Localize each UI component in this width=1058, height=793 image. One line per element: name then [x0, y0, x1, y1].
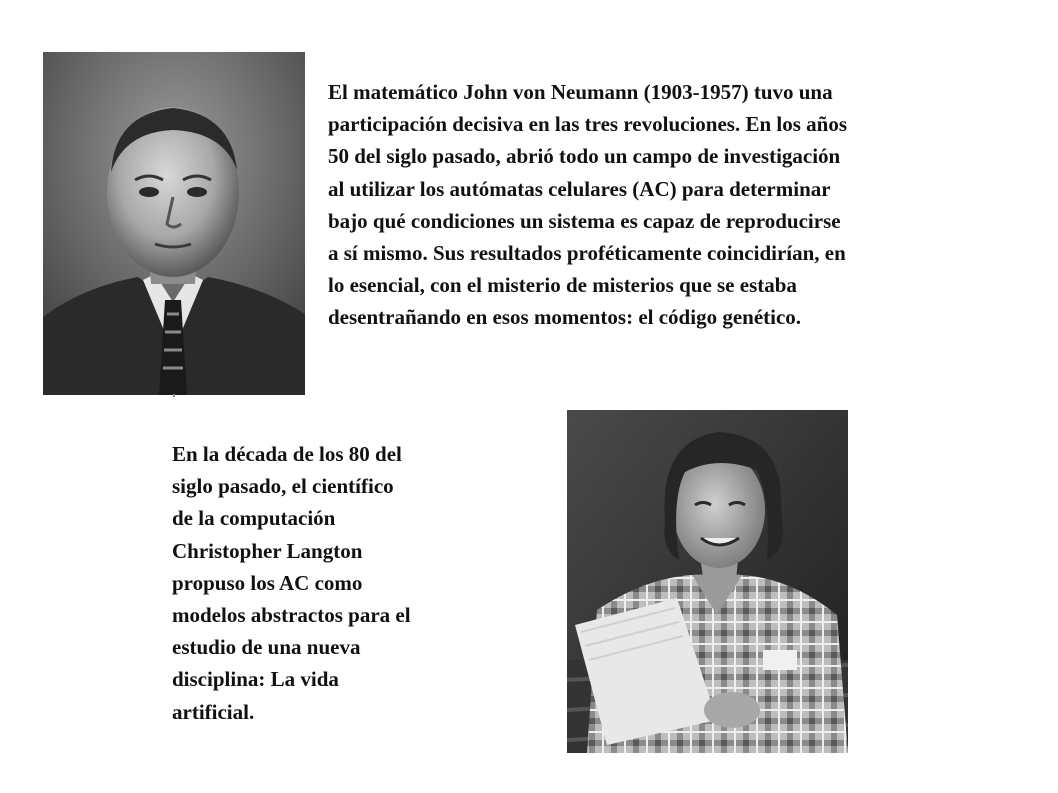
portrait-photo-langton: [567, 410, 848, 753]
paragraph-line: artificial.: [172, 699, 255, 724]
paragraph-line: a sí mismo. Sus resultados proféticamente coincidirían, en: [328, 241, 846, 266]
paragraph-line: modelos abstractos para el: [172, 603, 411, 628]
paragraph-langton: [172, 438, 492, 728]
paragraph-neumann: [328, 76, 993, 334]
paragraph-line: bajo qué condiciones un sistema es capaz de reproducirse: [328, 208, 841, 233]
paragraph-line: desentrañando en esos momentos: el código genético.: [328, 305, 802, 330]
paragraph-line: En la década de los 80 del: [172, 442, 402, 466]
paragraph-line: estudio de una nueva: [172, 635, 361, 660]
paragraph-line: de la computación: [172, 506, 336, 531]
paragraph-line: disciplina: La vida: [172, 667, 339, 692]
portrait-photo-neumann: [43, 52, 305, 395]
paragraph-line: Christopher Langton: [172, 538, 363, 563]
paragraph-line: al utilizar los autómatas celulares (AC) para determinar: [328, 176, 831, 201]
paragraph-line: participación decisiva en las tres revoluciones. En los años: [328, 112, 847, 137]
paragraph-line: propuso los AC como: [172, 570, 363, 595]
paragraph-line: lo esencial, con el misterio de misterios que se estaba: [328, 273, 797, 298]
paragraph-line: El matemático John von Neumann (1903-1957) tuvo una: [328, 80, 833, 104]
photo-artifact-mark: [173, 394, 175, 397]
paragraph-line: siglo pasado, el científico: [172, 474, 394, 499]
paragraph-line: 50 del siglo pasado, abrió todo un campo de investigación: [328, 144, 841, 169]
